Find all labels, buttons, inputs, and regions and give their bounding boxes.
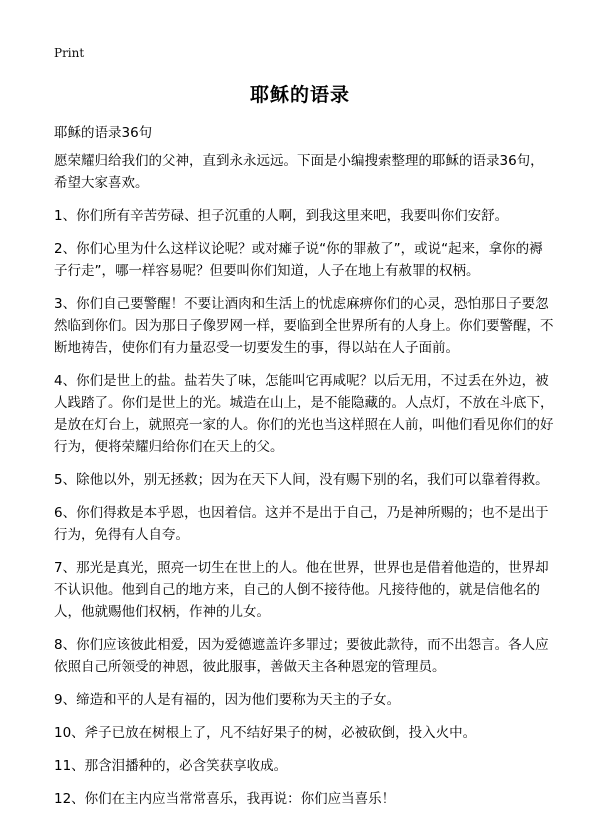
quote-item: 9、缔造和平的人是有福的，因为他们要称为天主的子女。: [54, 692, 401, 708]
quote-item: 5、除他以外，别无拯救；因为在天下人间，没有赐下别的名，我们可以靠着得救。: [54, 472, 549, 488]
quote-item: 4、你们是世上的盐。盐若失了味，怎能叫它再咸呢？以后无用，不过丢在外边，被人践踏了。你们是世上的光。城造在山上，是不能隐藏的。人点灯，不放在斗底下，是放在灯台上，就照亮一家的人。你们的光也当这样照在人前，叫他们看见你们的好行为，便将荣耀归给你们在天上的父。: [54, 373, 554, 455]
quote-list: [54, 150, 554, 821]
quote-item: 7、那光是真光，照亮一切生在世上的人。他在世界，世界也是借着他造的，世界却不认识他。他到自己的地方来，自己的人倒不接待他。凡接待他的，就是信他名的人，他就赐他们权柄，作神的儿女。: [54, 560, 549, 620]
print-link[interactable]: Print: [54, 46, 85, 60]
quote-item: 6、你们得救是本乎恩，也因着信。这并不是出于自己，乃是神所赐的；也不是出于行为，免得有人自夸。: [54, 505, 549, 543]
quote-item: 1、你们所有辛苦劳碌、担子沉重的人啊，到我这里来吧，我要叫你们安舒。: [54, 208, 509, 224]
quote-item: 3、你们自己要警醒！不要让酒肉和生活上的忧虑麻痹你们的心灵，恐怕那日子要忽然临到你们。因为那日子像罗网一样，要临到全世界所有的人身上。你们要警醒，不断地祷告，使你们有力量忍受一切要发生的事，得以站在人子面前。: [54, 296, 554, 356]
quote-item: 2、你们心里为什么这样议论呢？或对瘫子说“你的罪赦了”，或说“起来，拿你的褥子行走”，哪一样容易呢？但要叫你们知道，人子在地上有赦罪的权柄。: [54, 241, 543, 279]
quote-item: 8、你们应该彼此相爱，因为爱德遮盖许多罪过；要彼此款待，而不出怨言。各人应依照自己所领受的神恩，彼此服事，善做天主各种恩宠的管理员。: [54, 637, 549, 675]
page-subtitle: 耶稣的语录36句: [54, 125, 153, 141]
quote-item: 11、那含泪播种的，必含笑获享收成。: [54, 758, 288, 774]
page-title: 耶稣的语录: [249, 84, 350, 106]
quote-item: 10、斧子已放在树根上了，凡不结好果子的树，必被砍倒，投入火中。: [54, 725, 477, 741]
intro-paragraph: 愿荣耀归给我们的父神，直到永永远远。下面是小编搜索整理的耶稣的语录36句，希望大家喜欢。: [54, 153, 544, 191]
quote-item: 12、你们在主内应当常常喜乐，我再说：你们应当喜乐！: [54, 791, 396, 807]
